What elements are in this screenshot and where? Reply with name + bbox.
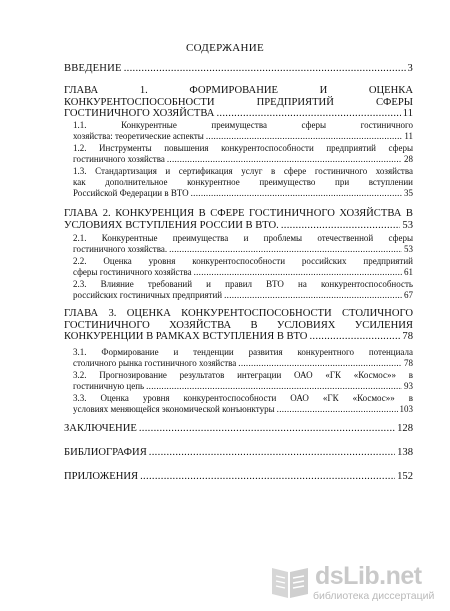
dot-leader bbox=[277, 404, 398, 415]
dot-leader bbox=[167, 154, 402, 165]
entry-line: 1.2. Инструменты повышения конкурентоспособности предприятий сферы bbox=[73, 143, 413, 153]
entry-title: БИБЛИОГРАФИЯ bbox=[64, 447, 147, 458]
entry-title: российских гостиничных предприятий bbox=[73, 289, 223, 300]
toc-entry-bibliography[interactable] bbox=[64, 447, 413, 459]
entry-line: 3.2. Прогнозирование результатов интеграции ОАО «ГК «Космос»» в bbox=[73, 370, 413, 380]
dot-leader bbox=[149, 447, 395, 459]
toc-entry-conclusion[interactable] bbox=[64, 423, 413, 435]
dot-leader bbox=[238, 358, 402, 369]
toc-entry-introduction[interactable] bbox=[64, 63, 413, 75]
book-logo-icon bbox=[268, 564, 312, 602]
entry-line: ГОСТИНИЧНОГО ХОЗЯЙСТВА В УСЛОВИЯХ УСИЛЕНИЯ bbox=[64, 319, 413, 331]
watermark-tagline: библиотека диссертаций bbox=[313, 590, 435, 602]
page-number: 67 bbox=[404, 289, 413, 300]
toc-entry-chapter-1[interactable] bbox=[64, 85, 413, 120]
entry-title: хозяйства: теоретические аспекты bbox=[73, 130, 204, 141]
page-number: 78 bbox=[404, 357, 413, 368]
dot-leader bbox=[139, 423, 395, 435]
dot-leader bbox=[194, 267, 402, 278]
entry-title: столичного рынка гостиничного хозяйства bbox=[73, 357, 237, 368]
page-number: 28 bbox=[404, 153, 413, 164]
entry-title: ПРИЛОЖЕНИЯ bbox=[64, 471, 139, 482]
page-number: 11 bbox=[402, 108, 413, 120]
entry-line: 2.1. Конкурентные преимущества и проблемы отечественной сферы bbox=[73, 233, 413, 243]
toc-entry-section-2-1[interactable] bbox=[73, 233, 413, 255]
entry-line: 1.1. Конкурентные преимущества сферы гостиничного bbox=[73, 120, 413, 130]
page-number: 3 bbox=[407, 63, 413, 74]
entry-title: УСЛОВИЯХ ВСТУПЛЕНИЯ РОССИИ В ВТО. bbox=[64, 219, 279, 231]
entry-title: гостиничного хозяйства. bbox=[73, 243, 168, 254]
entry-title: ЗАКЛЮЧЕНИЕ bbox=[64, 423, 137, 434]
page-number: 152 bbox=[397, 471, 413, 482]
entry-line: 2.3. Влияние требований и правил ВТО на конкурентоспособность bbox=[73, 279, 413, 289]
page-number: 138 bbox=[397, 447, 413, 458]
dot-leader bbox=[224, 290, 402, 301]
entry-line: 1.3. Стандартизация и сертификация услуг в сфере гостиничного хозяйства bbox=[73, 166, 413, 176]
dot-leader bbox=[206, 131, 402, 142]
watermark bbox=[268, 562, 443, 604]
dot-leader bbox=[216, 108, 400, 120]
toc-entry-section-2-2[interactable] bbox=[73, 256, 413, 278]
toc-title: СОДЕРЖАНИЕ bbox=[185, 42, 265, 54]
toc-entry-chapter-3[interactable] bbox=[64, 308, 413, 343]
entry-line: 2.2. Оценка уровня конкурентоспособности российских предприятий bbox=[73, 256, 413, 266]
dot-leader bbox=[281, 220, 401, 232]
page-number: 53 bbox=[402, 219, 413, 231]
page-number: 35 bbox=[404, 187, 413, 198]
entry-title: Российской Федерации в ВТО bbox=[73, 187, 189, 198]
entry-line: 3.3. Оценка уровня конкурентоспособности ОАО «ГК «Космос»» в bbox=[73, 393, 413, 403]
dot-leader bbox=[124, 63, 406, 75]
toc-entry-section-3-3[interactable] bbox=[73, 393, 413, 415]
page-number: 78 bbox=[402, 331, 413, 343]
page-number: 61 bbox=[404, 266, 413, 277]
page-number: 11 bbox=[404, 130, 413, 141]
toc-entry-section-1-3[interactable] bbox=[73, 166, 413, 198]
entry-title: ГОСТИНИЧНОГО ХОЗЯЙСТВА bbox=[64, 108, 215, 120]
entry-line: ГЛАВА 1. ФОРМИРОВАНИЕ И ОЦЕНКА bbox=[64, 85, 413, 96]
entry-line: 3.1. Формирование и тенденции развития конкурентного потенциала bbox=[73, 347, 413, 357]
toc-entry-chapter-2[interactable] bbox=[64, 208, 413, 231]
page-number: 53 bbox=[404, 243, 413, 254]
dot-leader bbox=[191, 188, 402, 199]
entry-title: условиях меняющейся экономической конъюнктуры bbox=[73, 403, 275, 414]
entry-line: КОНКУРЕНТОСПОСОБНОСТИ ПРЕДПРИЯТИЙ СФЕРЫ bbox=[64, 96, 413, 108]
dot-leader bbox=[146, 381, 402, 392]
dot-leader bbox=[140, 471, 395, 483]
entry-line: как дополнительное конкурентное преимущество при вступлении bbox=[73, 176, 413, 187]
entry-title: гостиничного хозяйства bbox=[73, 153, 165, 164]
entry-title: гостиничную цепь bbox=[73, 380, 145, 391]
toc-entry-section-2-3[interactable] bbox=[73, 279, 413, 301]
entry-line: ГЛАВА 2. КОНКУРЕНЦИЯ В СФЕРЕ ГОСТИНИЧНОГО ХОЗЯЙСТВА В bbox=[64, 208, 413, 219]
toc-entry-section-3-2[interactable] bbox=[73, 370, 413, 392]
toc-entry-section-1-1[interactable] bbox=[73, 120, 413, 142]
entry-title: ВВЕДЕНИЕ bbox=[64, 63, 122, 74]
watermark-brand: dsLib.net bbox=[315, 562, 422, 590]
page-number: 103 bbox=[399, 403, 413, 414]
dot-leader bbox=[169, 244, 402, 255]
page-number: 128 bbox=[397, 423, 413, 434]
page-number: 93 bbox=[404, 380, 413, 391]
entry-title: сферы гостиничного хозяйства bbox=[73, 266, 192, 277]
toc-entry-section-1-2[interactable] bbox=[73, 143, 413, 165]
dot-leader bbox=[309, 331, 400, 343]
entry-title: КОНКУРЕНЦИИ В РАМКАХ ВСТУПЛЕНИЯ В ВТО bbox=[64, 331, 308, 343]
toc-entry-section-3-1[interactable] bbox=[73, 347, 413, 369]
toc-entry-appendix[interactable] bbox=[64, 471, 413, 483]
entry-line: ГЛАВА 3. ОЦЕНКА КОНКУРЕНТОСПОСОБНОСТИ СТОЛИЧНОГО bbox=[64, 308, 413, 319]
